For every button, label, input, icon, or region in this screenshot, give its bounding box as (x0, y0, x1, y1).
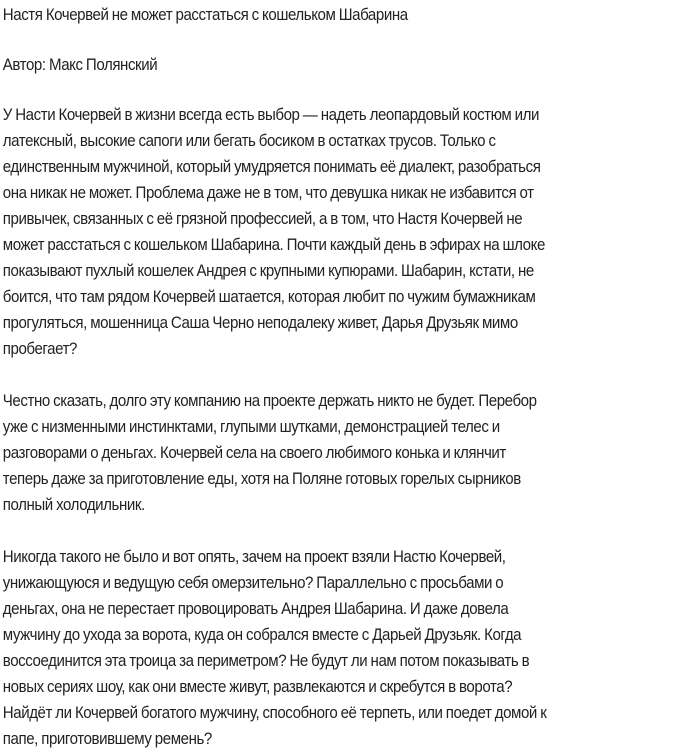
text-line: мужчину до ухода за ворота, куда он собрался вместе с Дарьей Друзьяк. Когда (2, 626, 522, 644)
article-title: Настя Кочервей не может расстаться с кошельком Шабарина (2, 6, 408, 24)
text-line: деньгах, она не перестает провоцировать Андрея Шабарина. И даже довела (2, 600, 509, 618)
text-line: разговорами о деньгах. Кочервей села на своего любимого конька и клянчит (2, 444, 506, 462)
text-line: Честно сказать, долго эту компанию на проекте держать никто не будет. Перебор (2, 392, 537, 410)
text-line: латексный, высокие сапоги или бегать босиком в остатках трусов. Только с (2, 132, 496, 150)
text-line: боится, что там рядом Кочервей шатается, которая любит по чужим бумажникам (2, 288, 536, 306)
text-line: теперь даже за приготовление еды, хотя на Поляне готовых горелых сырников (2, 470, 521, 488)
paragraph-1 (3, 102, 691, 362)
text-line: показывают пухлый кошелек Андрея с крупными купюрами. Шабарин, кстати, не (2, 262, 534, 280)
text-line: унижающуюся и ведущую себя омерзительно? Параллельно с просьбами о (2, 574, 504, 592)
article-author: Автор: Макс Полянский (2, 56, 158, 74)
text-line: привычек, связанных с её грязной профессией, а в том, что Настя Кочервей не (2, 210, 523, 228)
text-line: папе, приготовившему ремень? (2, 730, 212, 748)
text-line: У Насти Кочервей в жизни всегда есть выбор — надеть леопардовый костюм или (2, 106, 539, 124)
text-line: воссоединится эта троица за периметром? Не будут ли нам потом показывать в (2, 652, 530, 670)
text-line: может расстаться с кошельком Шабарина. Почти каждый день в эфирах на шлоке (2, 236, 545, 254)
text-line: уже с низменными инстинктами, глупыми шутками, демонстрацией телес и (2, 418, 500, 436)
paragraph-3 (3, 544, 691, 752)
text-line: новых сериях шоу, как они вместе живут, развлекаются и скребутся в ворота? (2, 678, 513, 696)
text-line: она никак не может. Проблема даже не в том, что девушка никак не избавится от (2, 184, 534, 202)
text-line: полный холодильник. (2, 496, 145, 514)
text-line: пробегает? (2, 340, 78, 358)
text-line: единственным мужчиной, который умудряется понимать её диалект, разобраться (2, 158, 541, 176)
text-line: прогуляться, мошенница Саша Черно неподалеку живет, Дарья Друзьяк мимо (2, 314, 518, 332)
text-line: Найдёт ли Кочервей богатого мужчину, способного её терпеть, или поедет домой к (2, 704, 547, 722)
text-line: Никогда такого не было и вот опять, зачем на проект взяли Настю Кочервей, (2, 548, 506, 566)
paragraph-2 (3, 388, 691, 518)
